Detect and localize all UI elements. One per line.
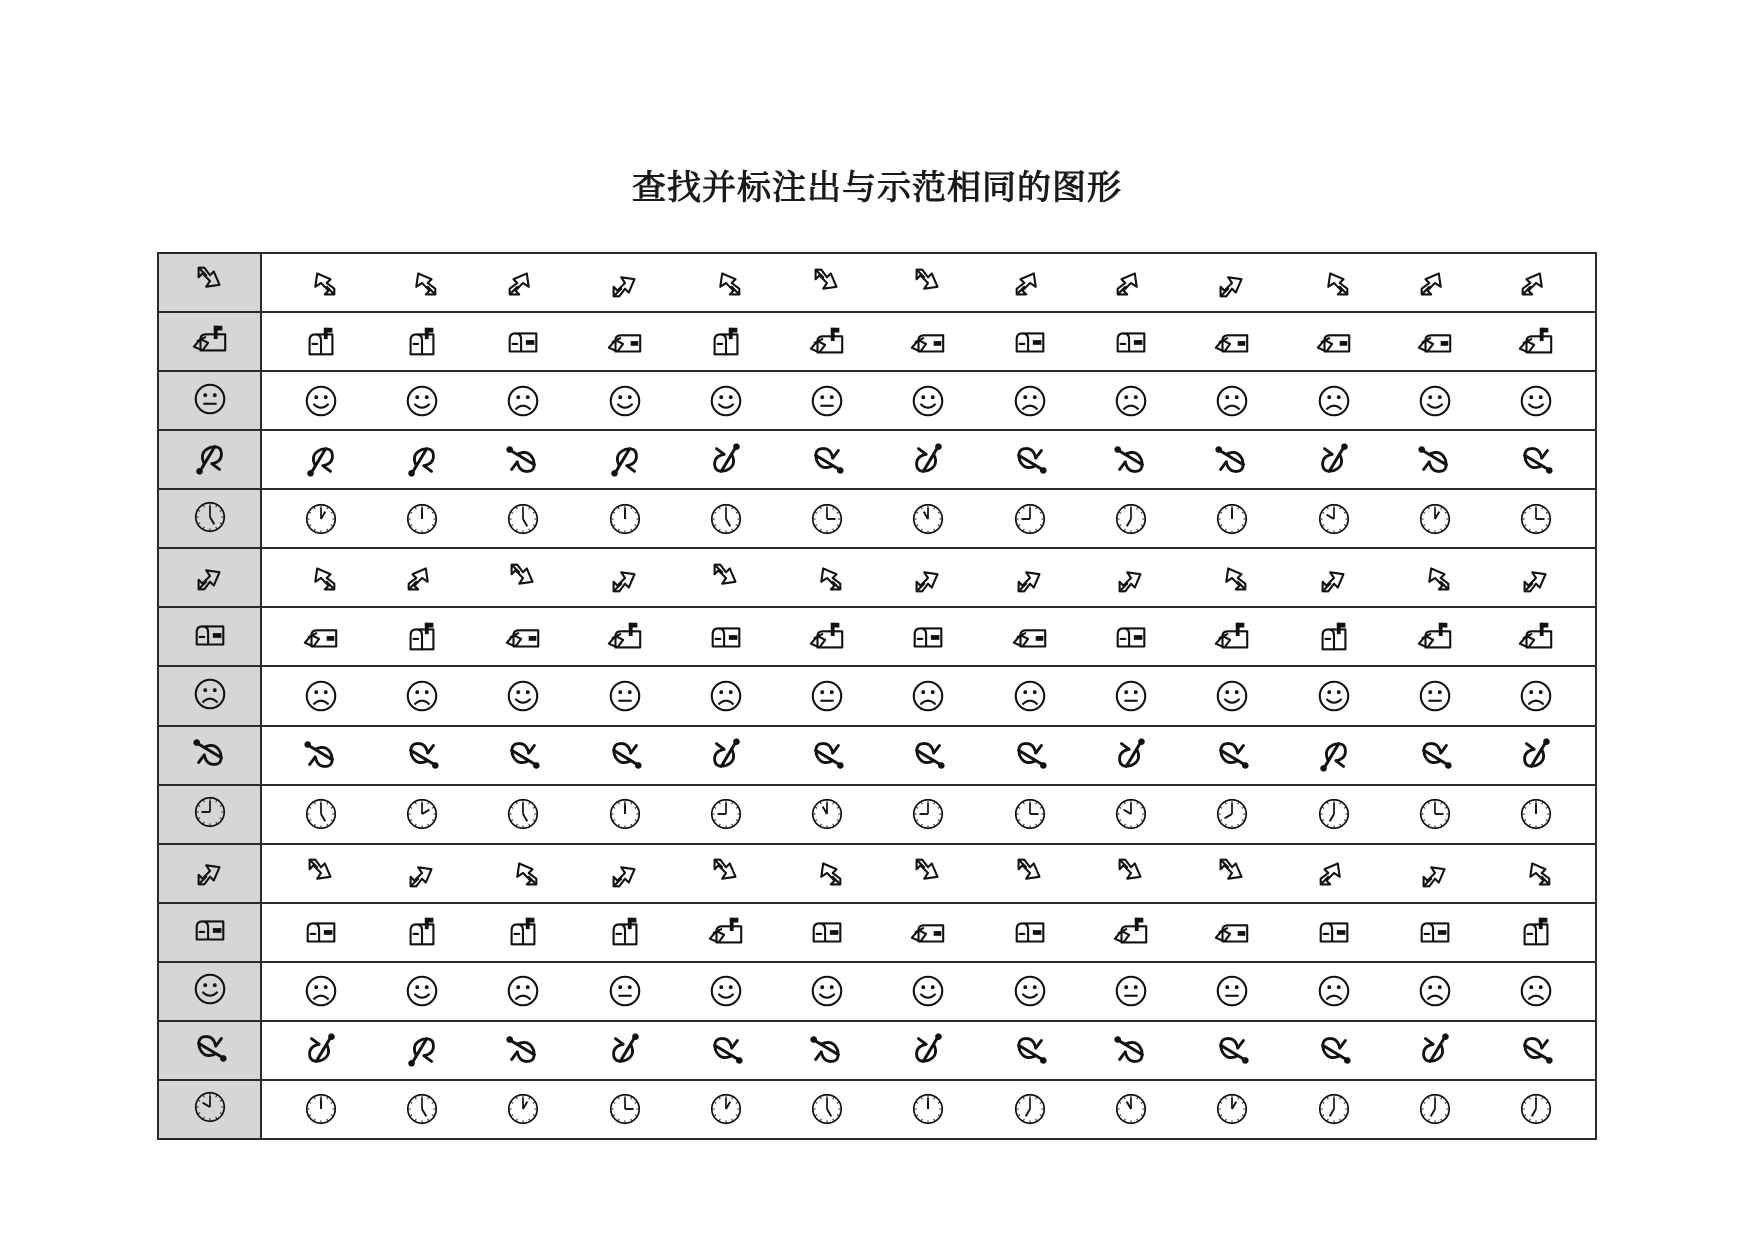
face-icon[interactable]: [1112, 382, 1150, 420]
mailbox-icon[interactable]: [1011, 618, 1049, 656]
bent-arrow-icon[interactable]: [1213, 854, 1251, 892]
mailbox-icon[interactable]: [1213, 913, 1251, 951]
bent-arrow-icon[interactable]: [1517, 559, 1555, 597]
mailbox-icon[interactable]: [403, 323, 441, 361]
mailbox-icon[interactable]: [302, 323, 340, 361]
sample-clock-icon: [191, 498, 229, 536]
bent-arrow-icon[interactable]: [808, 264, 846, 302]
mailbox-icon[interactable]: [606, 323, 644, 361]
mailbox-icon[interactable]: [1213, 618, 1251, 656]
mailbox-icon[interactable]: [1315, 618, 1353, 656]
face-icon[interactable]: [1517, 677, 1555, 715]
bent-arrow-icon[interactable]: [909, 854, 947, 892]
loop-symbol-icon[interactable]: [606, 736, 644, 774]
bent-arrow-icon[interactable]: [909, 264, 947, 302]
mailbox-icon[interactable]: [808, 913, 846, 951]
mailbox-icon[interactable]: [1213, 323, 1251, 361]
clock-icon[interactable]: [707, 1090, 745, 1128]
sample-cell: [158, 785, 261, 844]
options-cell: [261, 489, 1596, 548]
face-icon[interactable]: [1416, 972, 1454, 1010]
options-cell: [261, 548, 1596, 607]
mailbox-icon[interactable]: [606, 913, 644, 951]
grid-row: [158, 726, 1596, 785]
bent-arrow-icon[interactable]: [302, 264, 340, 302]
loop-symbol-icon[interactable]: [1213, 1031, 1251, 1069]
grid-row: [158, 666, 1596, 725]
sample-cell: [158, 253, 261, 312]
sample-bent-arrow-icon: [191, 852, 229, 890]
loop-symbol-icon[interactable]: [302, 441, 340, 479]
clock-icon[interactable]: [606, 795, 644, 833]
bent-arrow-icon[interactable]: [1112, 264, 1150, 302]
loop-symbol-icon[interactable]: [707, 441, 745, 479]
clock-icon[interactable]: [302, 795, 340, 833]
clock-icon[interactable]: [606, 500, 644, 538]
clock-icon[interactable]: [808, 1090, 846, 1128]
mailbox-icon[interactable]: [1416, 323, 1454, 361]
bent-arrow-icon[interactable]: [606, 559, 644, 597]
sample-face-icon: [191, 380, 229, 418]
options-cell: [261, 962, 1596, 1021]
face-icon[interactable]: [504, 677, 542, 715]
loop-symbol-icon[interactable]: [1416, 441, 1454, 479]
worksheet-title: 查找并标注出与示范相同的图形: [632, 168, 1122, 208]
clock-icon[interactable]: [909, 500, 947, 538]
grid-row: [158, 253, 1596, 312]
mailbox-icon[interactable]: [1112, 618, 1150, 656]
clock-icon[interactable]: [1213, 500, 1251, 538]
bent-arrow-icon[interactable]: [1416, 264, 1454, 302]
mailbox-icon[interactable]: [302, 913, 340, 951]
loop-symbol-icon[interactable]: [1213, 441, 1251, 479]
face-icon[interactable]: [1517, 382, 1555, 420]
bent-arrow-icon[interactable]: [1011, 559, 1049, 597]
clock-icon[interactable]: [1517, 795, 1555, 833]
grid-row: [158, 548, 1596, 607]
sample-cell: [158, 1021, 261, 1080]
clock-icon[interactable]: [504, 500, 542, 538]
grid-row: [158, 844, 1596, 903]
loop-symbol-icon[interactable]: [403, 1031, 441, 1069]
face-icon[interactable]: [1315, 677, 1353, 715]
loop-symbol-icon[interactable]: [302, 736, 340, 774]
sample-cell: [158, 548, 261, 607]
sample-cell: [158, 607, 261, 666]
grid-row: [158, 785, 1596, 844]
options-cell: [261, 430, 1596, 489]
mailbox-icon[interactable]: [808, 323, 846, 361]
clock-icon[interactable]: [1112, 1090, 1150, 1128]
loop-symbol-icon[interactable]: [808, 1031, 846, 1069]
bent-arrow-icon[interactable]: [1416, 854, 1454, 892]
sample-face-icon: [191, 970, 229, 1008]
sample-clock-icon: [191, 793, 229, 831]
mailbox-icon[interactable]: [1112, 323, 1150, 361]
mailbox-icon[interactable]: [808, 618, 846, 656]
face-icon[interactable]: [909, 972, 947, 1010]
mailbox-icon[interactable]: [1011, 323, 1049, 361]
face-icon[interactable]: [1112, 972, 1150, 1010]
clock-icon[interactable]: [1517, 500, 1555, 538]
face-icon[interactable]: [909, 677, 947, 715]
clock-icon[interactable]: [403, 1090, 441, 1128]
mailbox-icon[interactable]: [1517, 913, 1555, 951]
face-icon[interactable]: [1213, 972, 1251, 1010]
clock-icon[interactable]: [808, 500, 846, 538]
face-icon[interactable]: [302, 972, 340, 1010]
bent-arrow-icon[interactable]: [302, 854, 340, 892]
bent-arrow-icon[interactable]: [1011, 854, 1049, 892]
sample-cell: [158, 962, 261, 1021]
face-icon[interactable]: [909, 382, 947, 420]
loop-symbol-icon[interactable]: [302, 1031, 340, 1069]
mailbox-icon[interactable]: [1416, 913, 1454, 951]
grid-row: [158, 489, 1596, 548]
mailbox-icon[interactable]: [403, 913, 441, 951]
loop-symbol-icon[interactable]: [1011, 1031, 1049, 1069]
face-icon[interactable]: [707, 972, 745, 1010]
grid-row: [158, 607, 1596, 666]
clock-icon[interactable]: [1011, 1090, 1049, 1128]
loop-symbol-icon[interactable]: [1011, 441, 1049, 479]
face-icon[interactable]: [403, 382, 441, 420]
face-icon[interactable]: [808, 972, 846, 1010]
sample-loop-symbol-icon: [191, 1029, 229, 1067]
face-icon[interactable]: [606, 677, 644, 715]
mailbox-icon[interactable]: [909, 323, 947, 361]
sample-cell: [158, 666, 261, 725]
bent-arrow-icon[interactable]: [403, 559, 441, 597]
bent-arrow-icon[interactable]: [403, 854, 441, 892]
bent-arrow-icon[interactable]: [1011, 264, 1049, 302]
clock-icon[interactable]: [504, 795, 542, 833]
grid-body: [158, 253, 1596, 1139]
mailbox-icon[interactable]: [1315, 913, 1353, 951]
mailbox-icon[interactable]: [1011, 913, 1049, 951]
sample-clock-icon: [191, 1088, 229, 1126]
grid-row: [158, 962, 1596, 1021]
options-cell: [261, 607, 1596, 666]
loop-symbol-icon[interactable]: [707, 736, 745, 774]
loop-symbol-icon[interactable]: [504, 1031, 542, 1069]
mailbox-icon[interactable]: [1112, 913, 1150, 951]
grid-row: [158, 1080, 1596, 1139]
mailbox-icon[interactable]: [606, 618, 644, 656]
options-cell: [261, 312, 1596, 371]
face-icon[interactable]: [1315, 972, 1353, 1010]
face-icon[interactable]: [1011, 972, 1049, 1010]
sample-mailbox-icon: [191, 616, 229, 654]
bent-arrow-icon[interactable]: [606, 854, 644, 892]
face-icon[interactable]: [1112, 677, 1150, 715]
bent-arrow-icon[interactable]: [504, 854, 542, 892]
mailbox-icon[interactable]: [302, 618, 340, 656]
loop-symbol-icon[interactable]: [1416, 736, 1454, 774]
grid-row: [158, 903, 1596, 962]
clock-icon[interactable]: [504, 1090, 542, 1128]
sample-mailbox-icon: [191, 321, 229, 359]
loop-symbol-icon[interactable]: [909, 736, 947, 774]
options-cell: [261, 785, 1596, 844]
sample-cell: [158, 903, 261, 962]
clock-icon[interactable]: [1112, 500, 1150, 538]
grid-row: [158, 371, 1596, 430]
loop-symbol-icon[interactable]: [1315, 736, 1353, 774]
clock-icon[interactable]: [1011, 500, 1049, 538]
bent-arrow-icon[interactable]: [808, 559, 846, 597]
loop-symbol-icon[interactable]: [909, 441, 947, 479]
grid-row: [158, 1021, 1596, 1080]
face-icon[interactable]: [504, 972, 542, 1010]
clock-icon[interactable]: [1416, 1090, 1454, 1128]
bent-arrow-icon[interactable]: [1213, 559, 1251, 597]
face-icon[interactable]: [1416, 382, 1454, 420]
face-icon[interactable]: [302, 382, 340, 420]
face-icon[interactable]: [1517, 972, 1555, 1010]
bent-arrow-icon[interactable]: [1315, 854, 1353, 892]
loop-symbol-icon[interactable]: [403, 736, 441, 774]
bent-arrow-icon[interactable]: [1517, 854, 1555, 892]
loop-symbol-icon[interactable]: [1517, 441, 1555, 479]
clock-icon[interactable]: [302, 500, 340, 538]
sample-face-icon: [191, 675, 229, 713]
loop-symbol-icon[interactable]: [1112, 736, 1150, 774]
loop-symbol-icon[interactable]: [403, 441, 441, 479]
bent-arrow-icon[interactable]: [1315, 264, 1353, 302]
sample-bent-arrow-icon: [191, 557, 229, 595]
face-icon[interactable]: [403, 972, 441, 1010]
clock-icon[interactable]: [707, 795, 745, 833]
face-icon[interactable]: [1315, 382, 1353, 420]
clock-icon[interactable]: [909, 1090, 947, 1128]
loop-symbol-icon[interactable]: [1315, 1031, 1353, 1069]
clock-icon[interactable]: [606, 1090, 644, 1128]
bent-arrow-icon[interactable]: [504, 264, 542, 302]
grid-row: [158, 312, 1596, 371]
sample-mailbox-icon: [191, 911, 229, 949]
mailbox-icon[interactable]: [1517, 323, 1555, 361]
face-icon[interactable]: [302, 677, 340, 715]
clock-icon[interactable]: [1517, 1090, 1555, 1128]
loop-symbol-icon[interactable]: [1315, 441, 1353, 479]
mailbox-icon[interactable]: [707, 323, 745, 361]
mailbox-icon[interactable]: [909, 618, 947, 656]
mailbox-icon[interactable]: [504, 323, 542, 361]
loop-symbol-icon[interactable]: [504, 736, 542, 774]
mailbox-icon[interactable]: [1416, 618, 1454, 656]
clock-icon[interactable]: [1315, 795, 1353, 833]
sample-cell: [158, 489, 261, 548]
loop-symbol-icon[interactable]: [1112, 1031, 1150, 1069]
loop-symbol-icon[interactable]: [606, 1031, 644, 1069]
sample-cell: [158, 430, 261, 489]
mailbox-icon[interactable]: [707, 618, 745, 656]
loop-symbol-icon[interactable]: [504, 441, 542, 479]
loop-symbol-icon[interactable]: [1416, 1031, 1454, 1069]
sample-bent-arrow-icon: [191, 262, 229, 300]
options-cell: [261, 371, 1596, 430]
options-cell: [261, 844, 1596, 903]
face-icon[interactable]: [1011, 677, 1049, 715]
loop-symbol-icon[interactable]: [707, 1031, 745, 1069]
options-cell: [261, 1080, 1596, 1139]
loop-symbol-icon[interactable]: [1213, 736, 1251, 774]
bent-arrow-icon[interactable]: [504, 559, 542, 597]
sample-cell: [158, 371, 261, 430]
face-icon[interactable]: [808, 382, 846, 420]
bent-arrow-icon[interactable]: [1213, 264, 1251, 302]
bent-arrow-icon[interactable]: [707, 264, 745, 302]
mailbox-icon[interactable]: [403, 618, 441, 656]
mailbox-icon[interactable]: [504, 913, 542, 951]
clock-icon[interactable]: [302, 1090, 340, 1128]
bent-arrow-icon[interactable]: [1416, 559, 1454, 597]
options-cell: [261, 1021, 1596, 1080]
bent-arrow-icon[interactable]: [808, 854, 846, 892]
face-icon[interactable]: [1011, 382, 1049, 420]
bent-arrow-icon[interactable]: [1112, 559, 1150, 597]
sample-cell: [158, 1080, 261, 1139]
bent-arrow-icon[interactable]: [909, 559, 947, 597]
loop-symbol-icon[interactable]: [1112, 441, 1150, 479]
face-icon[interactable]: [707, 382, 745, 420]
clock-icon[interactable]: [808, 795, 846, 833]
face-icon[interactable]: [1213, 677, 1251, 715]
clock-icon[interactable]: [403, 795, 441, 833]
bent-arrow-icon[interactable]: [1315, 559, 1353, 597]
loop-symbol-icon[interactable]: [606, 441, 644, 479]
loop-symbol-icon[interactable]: [808, 736, 846, 774]
loop-symbol-icon[interactable]: [909, 1031, 947, 1069]
mailbox-icon[interactable]: [504, 618, 542, 656]
mailbox-icon[interactable]: [1315, 323, 1353, 361]
face-icon[interactable]: [403, 677, 441, 715]
mailbox-icon[interactable]: [909, 913, 947, 951]
bent-arrow-icon[interactable]: [1112, 854, 1150, 892]
clock-icon[interactable]: [1315, 500, 1353, 538]
loop-symbol-icon[interactable]: [1011, 736, 1049, 774]
clock-icon[interactable]: [1315, 1090, 1353, 1128]
bent-arrow-icon[interactable]: [707, 854, 745, 892]
options-cell: [261, 903, 1596, 962]
options-cell: [261, 666, 1596, 725]
bent-arrow-icon[interactable]: [403, 264, 441, 302]
sample-cell: [158, 726, 261, 785]
clock-icon[interactable]: [1112, 795, 1150, 833]
symbol-grid: [157, 252, 1597, 1140]
face-icon[interactable]: [606, 382, 644, 420]
bent-arrow-icon[interactable]: [606, 264, 644, 302]
clock-icon[interactable]: [1416, 500, 1454, 538]
clock-icon[interactable]: [1011, 795, 1049, 833]
sample-loop-symbol-icon: [191, 734, 229, 772]
options-cell: [261, 253, 1596, 312]
face-icon[interactable]: [808, 677, 846, 715]
face-icon[interactable]: [707, 677, 745, 715]
face-icon[interactable]: [1213, 382, 1251, 420]
face-icon[interactable]: [1416, 677, 1454, 715]
face-icon[interactable]: [504, 382, 542, 420]
bent-arrow-icon[interactable]: [707, 559, 745, 597]
clock-icon[interactable]: [1213, 795, 1251, 833]
face-icon[interactable]: [606, 972, 644, 1010]
sample-cell: [158, 844, 261, 903]
mailbox-icon[interactable]: [707, 913, 745, 951]
loop-symbol-icon[interactable]: [808, 441, 846, 479]
clock-icon[interactable]: [909, 795, 947, 833]
sample-loop-symbol-icon: [191, 439, 229, 477]
clock-icon[interactable]: [707, 500, 745, 538]
bent-arrow-icon[interactable]: [1517, 264, 1555, 302]
options-cell: [261, 726, 1596, 785]
loop-symbol-icon[interactable]: [1517, 1031, 1555, 1069]
sample-cell: [158, 312, 261, 371]
loop-symbol-icon[interactable]: [1517, 736, 1555, 774]
clock-icon[interactable]: [1213, 1090, 1251, 1128]
mailbox-icon[interactable]: [1517, 618, 1555, 656]
clock-icon[interactable]: [403, 500, 441, 538]
clock-icon[interactable]: [1416, 795, 1454, 833]
bent-arrow-icon[interactable]: [302, 559, 340, 597]
grid-row: [158, 430, 1596, 489]
